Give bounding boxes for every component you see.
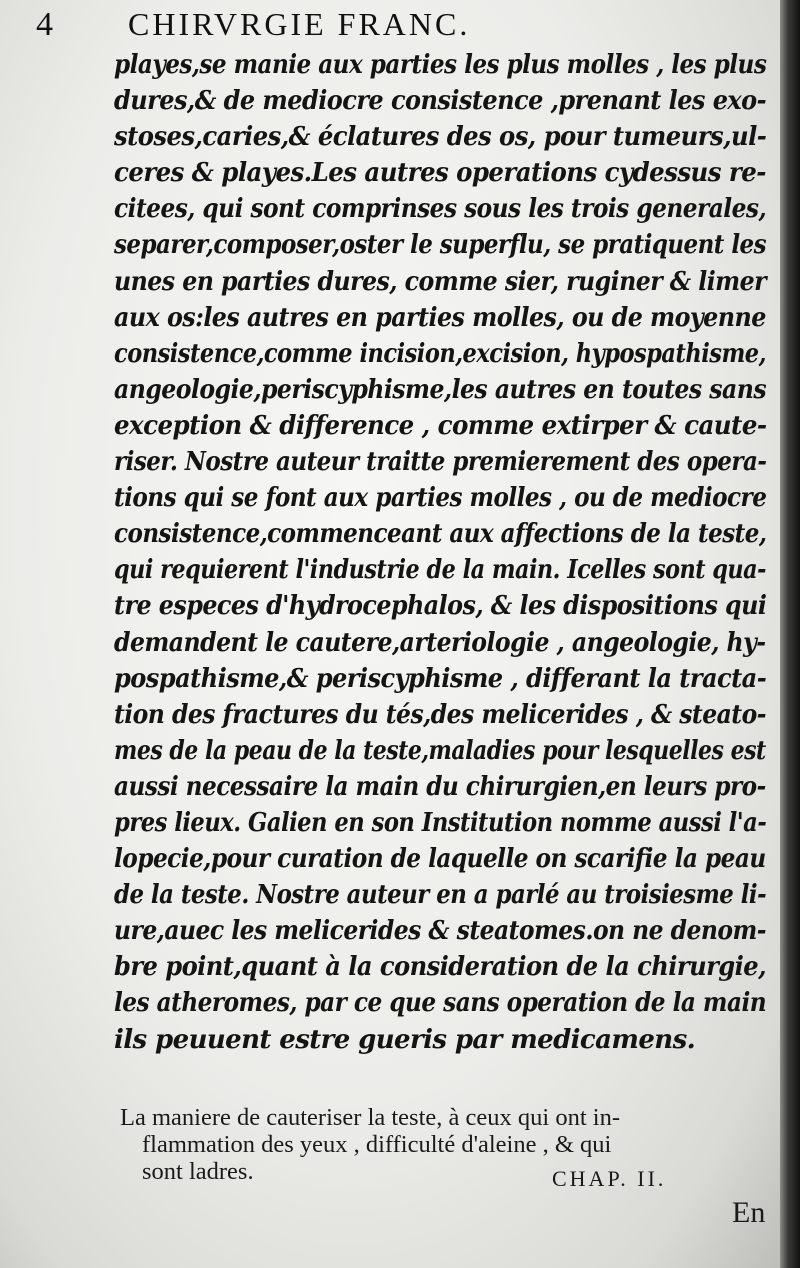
summary-line: sont ladres. xyxy=(142,1158,254,1185)
text-line: dures,& de mediocre consistence ,prenant les exo- xyxy=(114,86,767,117)
catchword: En xyxy=(732,1196,766,1229)
summary-line: flammation des yeux , difficulté d'aleine , & qui xyxy=(142,1131,612,1158)
text-line: mes de la peau de la teste,maladies pour lesquelles est xyxy=(114,735,766,766)
text-line: pres lieux. Galien en son Institution nomme aussi l'a- xyxy=(114,807,767,838)
text-line: angeologie,periscyphisme,les autres en toutes sans xyxy=(114,374,767,405)
running-title: CHIRVRGIE FRANC. xyxy=(128,6,471,42)
text-line: consistence,commenceant aux affections de la teste, xyxy=(114,519,767,550)
text-line: ceres & playes.Les autres operations cydessus re- xyxy=(114,158,766,189)
summary-line: La maniere de cauteriser la teste, à ceux qui ont in- xyxy=(120,1104,620,1131)
text-line: unes en parties dures, comme sier, ruginer & limer xyxy=(114,266,767,297)
text-line: de la teste. Nostre auteur en a parlé au troisiesme li- xyxy=(114,880,767,911)
chapter-summary xyxy=(120,1104,770,1185)
text-line: lopecie,pour curation de laquelle on scarifie la peau xyxy=(114,844,766,875)
text-line: exception & difference , comme extirper & caute- xyxy=(114,410,767,441)
page-number: 4 xyxy=(36,6,53,43)
text-line: separer,composer,oster le superflu, se pratiquent les xyxy=(114,230,767,261)
text-line: citees, qui sont comprinses sous les trois generales, xyxy=(114,194,767,225)
text-line: aussi necessaire la main du chirurgien,en leurs pro- xyxy=(114,771,766,802)
text-line: playes,se manie aux parties les plus molles , les plus xyxy=(114,50,767,80)
text-line: ils peuuent estre gueris par medicamens. xyxy=(114,1024,696,1055)
text-line: les atheromes, par ce que sans operation de la main xyxy=(114,988,767,1019)
text-line: tions qui se font aux parties molles , ou de mediocre xyxy=(114,483,767,514)
text-line: demandent le cautere,arteriologie , angeologie, hy- xyxy=(114,627,766,658)
body-text xyxy=(114,47,766,1058)
text-line: tre especes d'hydrocephalos, & les dispositions qui xyxy=(114,591,767,622)
page-gutter-shadow xyxy=(780,0,800,1268)
text-line: consistence,comme incision,excision, hypospathisme, xyxy=(114,338,766,369)
text-line: riser. Nostre auteur traitte premierement des opera- xyxy=(114,447,767,478)
text-line: bre point,quant à la consideration de la chirurgie, xyxy=(114,952,766,983)
text-line: qui requierent l'industrie de la main. Icelles sont qua- xyxy=(114,555,766,586)
text-line: ure,auec les melicerides & steatomes.on ne denom- xyxy=(114,916,766,947)
text-line: aux os:les autres en parties molles, ou de moyenne xyxy=(114,302,766,333)
page-header xyxy=(0,4,780,48)
text-line: stoses,caries,& éclatures des os, pour tumeurs,ul- xyxy=(114,122,767,153)
text-line: pospathisme,& periscyphisme , differant la tracta- xyxy=(114,663,767,694)
text-line: tion des fractures du tés,des melicerides , & steato- xyxy=(114,699,766,730)
chapter-reference: CHAP. II. xyxy=(552,1166,667,1191)
